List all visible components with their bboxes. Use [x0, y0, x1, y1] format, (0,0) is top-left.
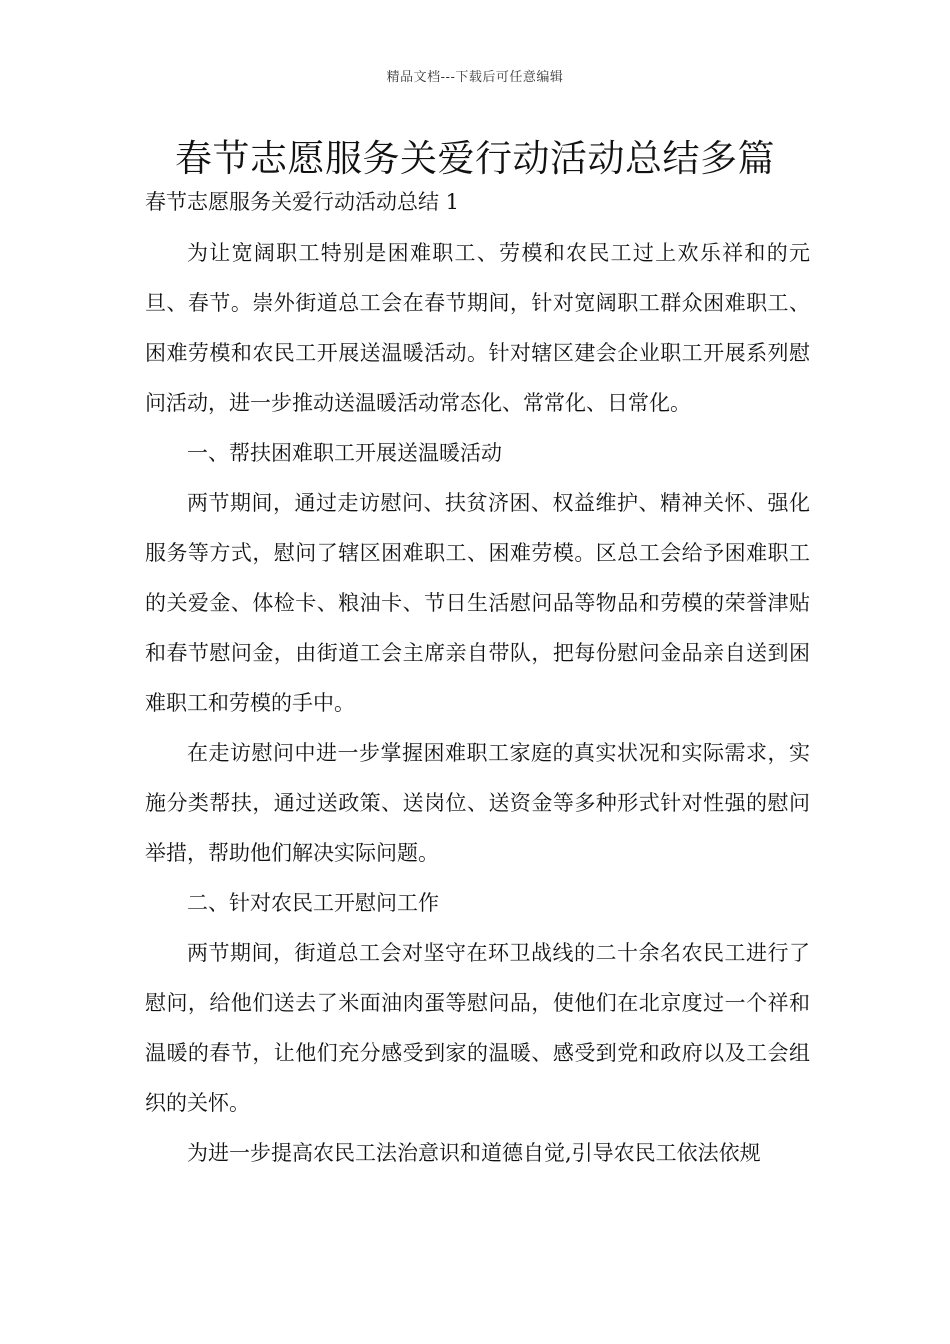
section-heading: 二、针对农民工开慰问工作 [187, 891, 439, 915]
paragraph: 两节期间，街道总工会对坚守在环卫战线的二十余名农民工进行了慰问，给他们送去了米面油肉蛋等慰问品，使他们在北京度过一个祥和温暖的春节，让他们充分感受到家的温暖、感受到党和政府以及工会组织的关怀。 [145, 941, 810, 1115]
document-title: 春节志愿服务关爱行动活动总结多篇 [175, 137, 775, 180]
paragraph: 为让宽阔职工特别是困难职工、劳模和农民工过上欢乐祥和的元旦、春节。崇外街道总工会在春节期间，针对宽阔职工群众困难职工、困难劳模和农民工开展送温暖活动。针对辖区建会企业职工开展系列慰问活动，进一步推动送温暖活动常态化、常常化、日常化。 [145, 241, 810, 415]
paragraph: 在走访慰问中进一步掌握困难职工家庭的真实状况和实际需求，实施分类帮扶，通过送政策、送岗位、送资金等多种形式针对性强的慰问举措，帮助他们解决实际问题。 [145, 741, 810, 865]
section-heading: 一、帮扶困难职工开展送温暖活动 [187, 441, 502, 465]
paragraph: 两节期间，通过走访慰问、扶贫济困、权益维护、精神关怀、强化服务等方式，慰问了辖区困难职工、困难劳模。区总工会给予困难职工的关爱金、体检卡、粮油卡、节日生活慰问品等物品和劳模的荣誉津贴和春节慰问金，由街道工会主席亲自带队，把每份慰问金品亲自送到困难职工和劳模的手中。 [145, 491, 810, 715]
document-subtitle: 春节志愿服务关爱行动活动总结 1 [145, 190, 460, 214]
header-note: 精品文档---下载后可任意编辑 [386, 70, 564, 85]
paragraph: 为进一步提高农民工法治意识和道德自觉,引导农民工依法依规 [187, 1141, 761, 1165]
document-body [145, 228, 810, 1178]
